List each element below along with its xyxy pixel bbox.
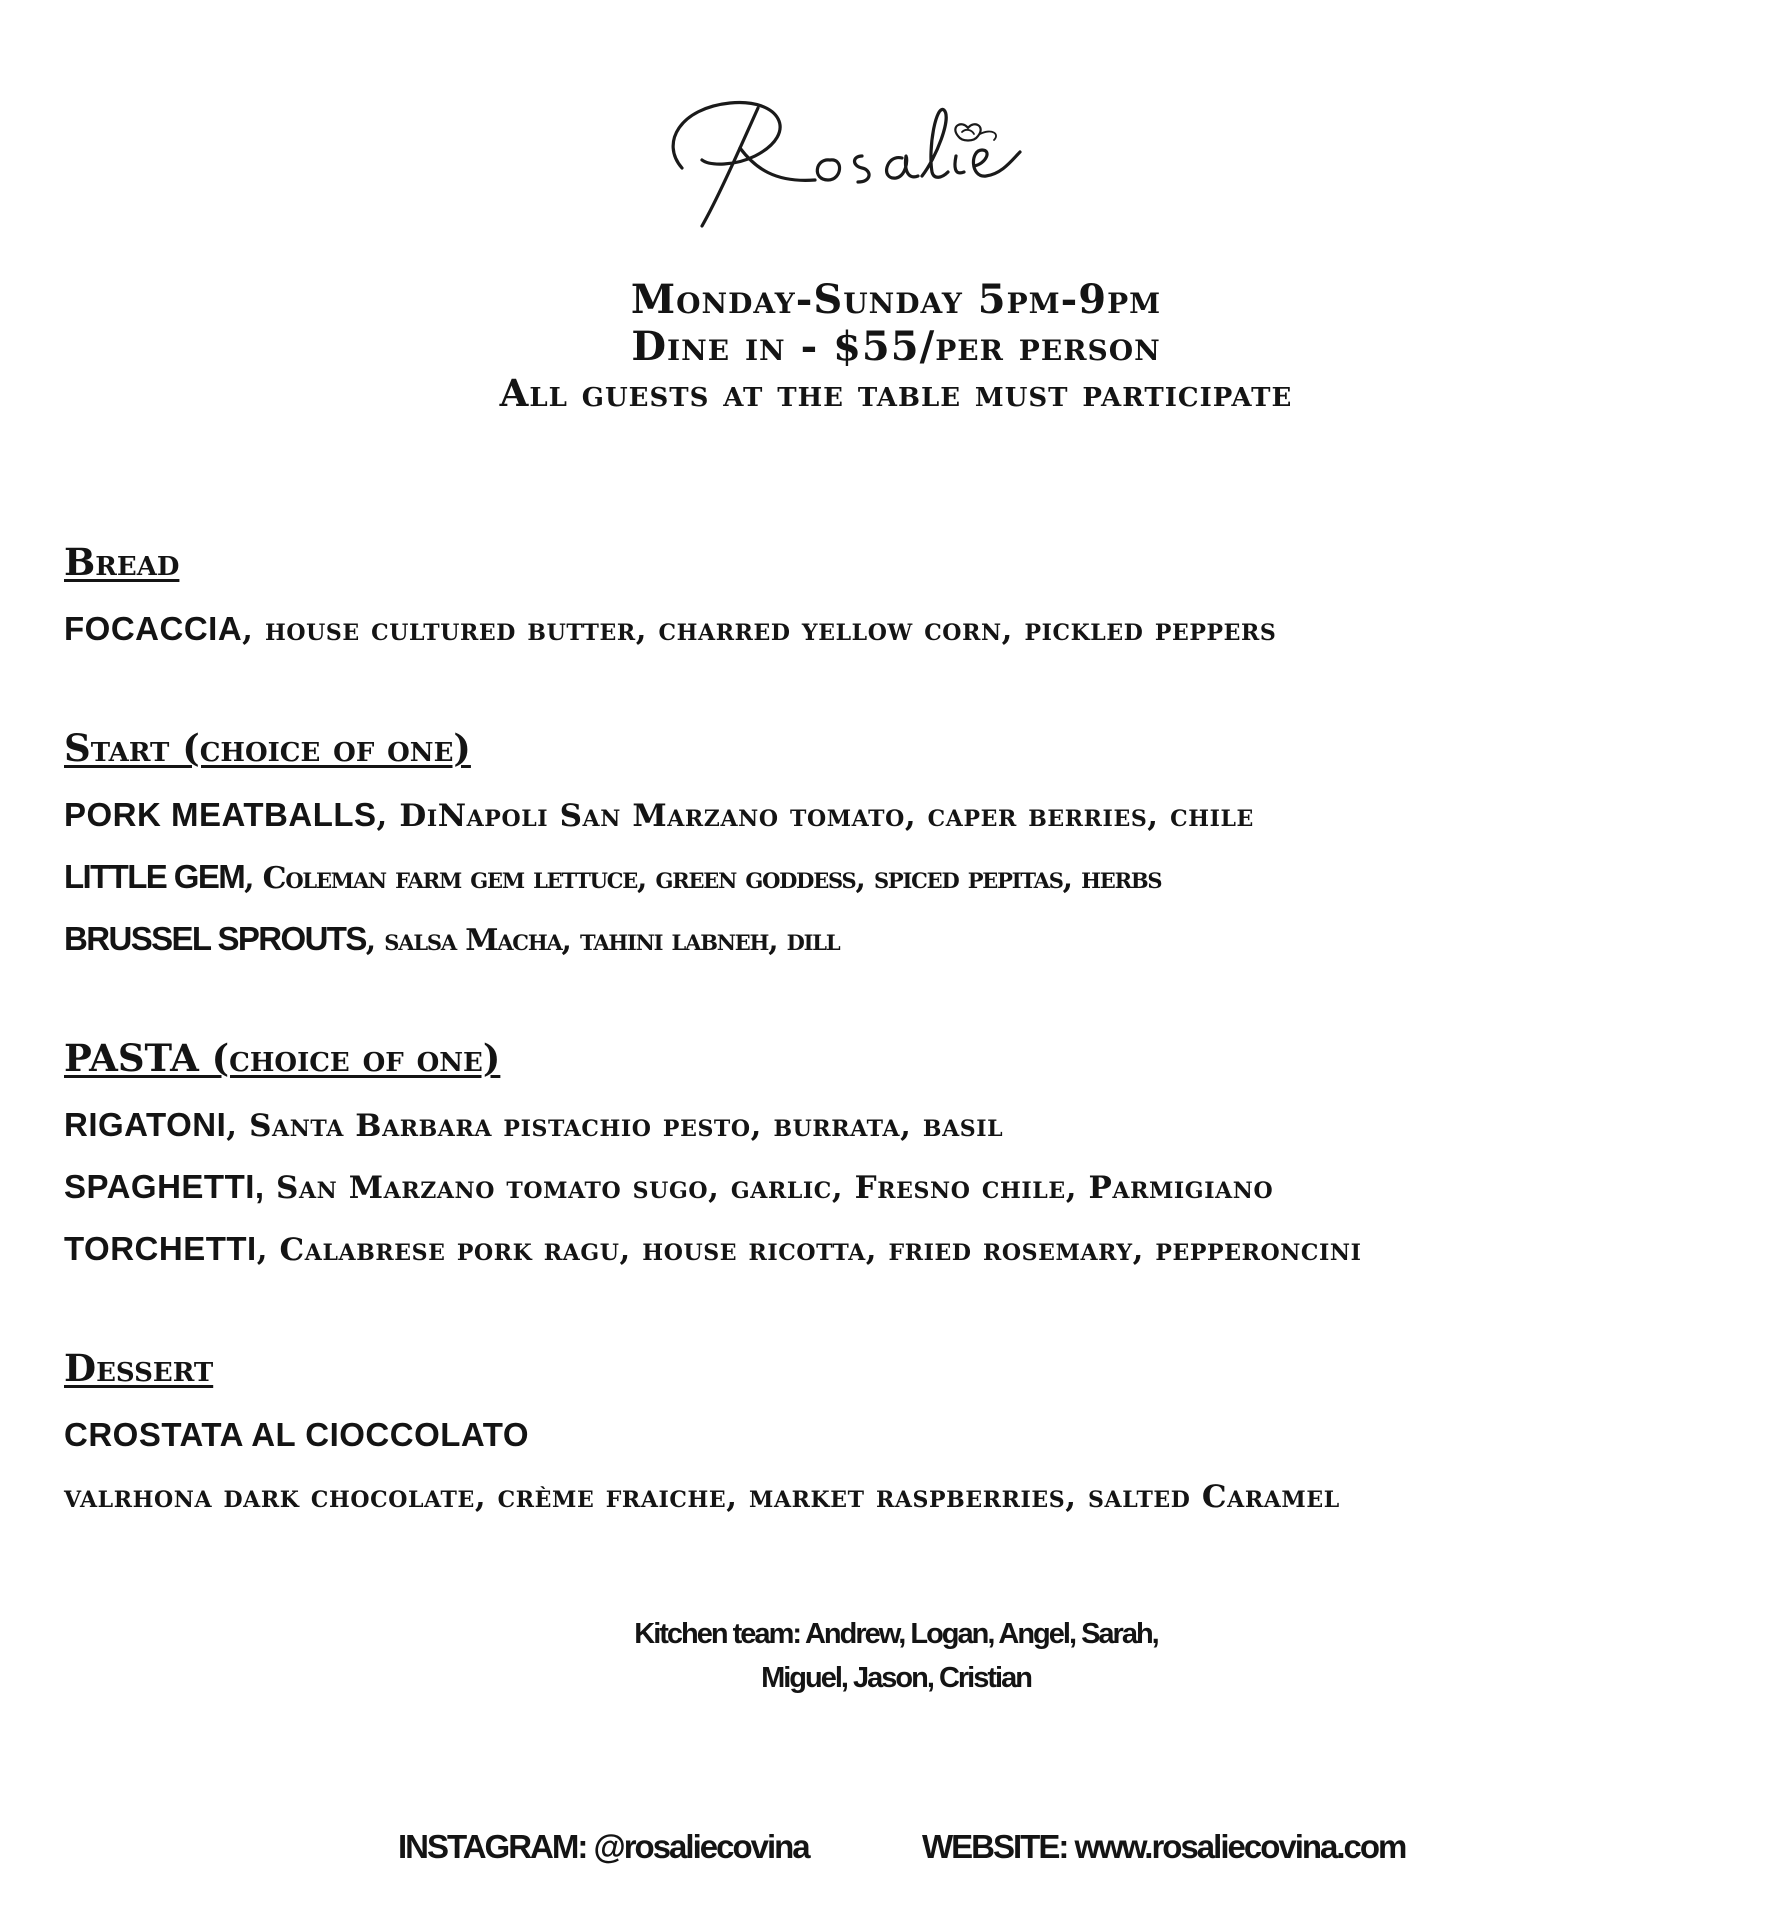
kitchen-team-line-2: Miguel, Jason, Cristian [761, 1662, 1031, 1694]
item-desc: , salsa Macha, tahini labneh, dill [365, 923, 840, 958]
item-name: FOCACCIA [64, 610, 243, 647]
item-name: LITTLE GEM [64, 858, 245, 895]
menu-item [64, 846, 1764, 908]
item-name: CROSTATA AL CIOCCOLATO [64, 1416, 530, 1453]
rosalie-logo [640, 48, 1080, 238]
website-url: WEBSITE: www.rosaliecovina.com [922, 1828, 1406, 1865]
menu-item [64, 1218, 1764, 1280]
item-desc: valrhona dark chocolate, crème fraiche, market raspberries, salted Caramel [64, 1479, 1340, 1515]
item-name: TORCHETTI [64, 1230, 257, 1267]
menu-item [64, 784, 1764, 846]
item-name: RIGATONI [64, 1106, 227, 1143]
item-desc: , Calabrese pork ragu, house ricotta, fried rosemary, pepperoncini [256, 1232, 1362, 1268]
item-desc: , DiNapoli San Marzano tomato, caper berries, chile [376, 798, 1254, 834]
service-hours: Monday-Sunday 5pm-9pm [630, 276, 1162, 323]
service-price: Dine in - $55/per person [631, 323, 1161, 370]
menu-item [64, 1094, 1764, 1156]
section-start [64, 726, 1764, 970]
menu-body [64, 540, 1764, 1594]
menu-item [64, 1156, 1764, 1218]
menu-item [64, 908, 1764, 970]
service-info [0, 276, 1792, 416]
item-name: BRUSSEL SPROUTS [64, 920, 366, 957]
item-desc: , house cultured butter, charred yellow corn, pickled peppers [242, 612, 1277, 648]
item-desc: San Marzano tomato sugo, garlic, Fresno chile, Parmigiano [264, 1170, 1274, 1206]
instagram-handle: INSTAGRAM: @rosaliecovina [398, 1828, 809, 1865]
section-title-pasta: PASTA (choice of one) [64, 1036, 501, 1080]
section-pasta [64, 1036, 1764, 1280]
service-note: All guests at the table must participate [499, 371, 1293, 415]
section-title-dessert: Dessert [64, 1346, 214, 1390]
section-dessert [64, 1346, 1764, 1528]
item-name: SPAGHETTI, [64, 1168, 265, 1205]
item-desc: , Santa Barbara pistachio pesto, burrata, basil [226, 1108, 1004, 1144]
item-desc: , Coleman farm gem lettuce, green goddess, spiced pepitas, herbs [244, 861, 1162, 896]
menu-item [64, 598, 1764, 660]
item-name: PORK MEATBALLS [64, 796, 377, 833]
logo-text: Rosalie [858, 233, 862, 234]
kitchen-team [0, 1612, 1792, 1700]
footer [0, 1828, 1792, 1876]
rosalie-script-logo [640, 48, 1080, 238]
section-title-bread: Bread [64, 540, 180, 584]
section-bread [64, 540, 1764, 660]
section-title-start: Start (choice of one) [64, 726, 471, 770]
menu-item [64, 1404, 1764, 1466]
kitchen-team-line-1: Kitchen team: Andrew, Logan, Angel, Sarah, [634, 1618, 1158, 1650]
